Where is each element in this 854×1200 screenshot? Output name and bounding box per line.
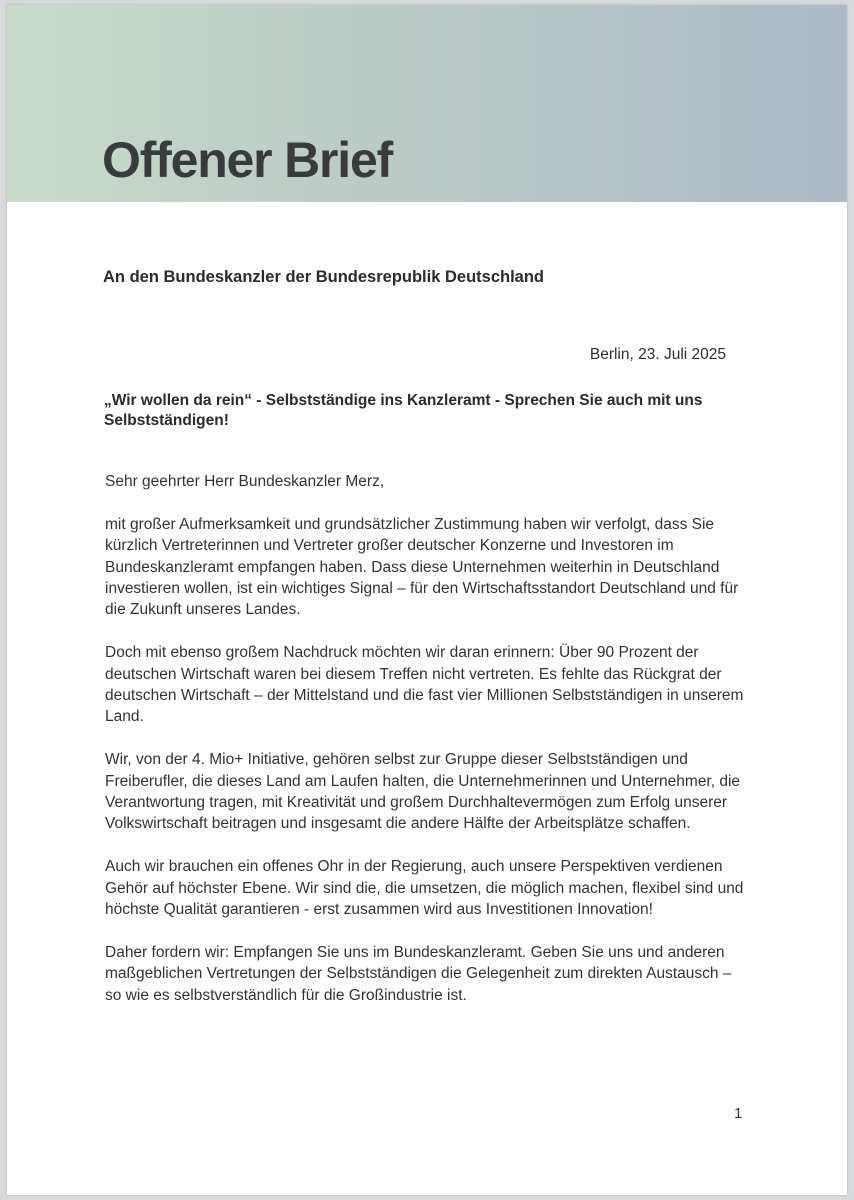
body-paragraph: mit großer Aufmerksamkeit und grundsätzlicher Zustimmung haben wir verfolgt, dass Sie kürzlich Vertreterinnen und Vertreter großer deutscher Konzerne und Investoren im Bundeskanzleramt empfangen haben. Dass diese Unternehmen weiterhin in Deutschland investieren wollen, ist ein wichtiges Signal – für den Wirtschaftsstandort Deutschland und für die Zukunft unseres Landes. (105, 515, 739, 619)
body-paragraph: Doch mit ebenso großem Nachdruck möchten wir daran erinnern: Über 90 Prozent der deutschen Wirtschaft waren bei diesem Treffen nicht vertreten. Es fehlte das Rückgrat der deutschen Wirtschaft – der Mittelstand und die fast vier Millionen Selbstständigen in unserem Land. (105, 644, 744, 726)
letter-body (105, 471, 745, 1027)
document-page (7, 5, 847, 1195)
letter-subject: „Wir wollen da rein“ - Selbstständige ins Kanzleramt - Sprechen Sie auch mit uns Selbstständigen! (104, 392, 703, 429)
page-title: Offener Brief (102, 132, 393, 188)
body-paragraph: Daher fordern wir: Empfangen Sie uns im Bundeskanzleramt. Geben Sie uns und anderen maßgeblichen Vertretungen der Selbstständigen die Gelegenheit zum direkten Austausch – so wie es selbstverständlich für die Großindustrie ist. (105, 943, 732, 1004)
header-band (7, 5, 847, 202)
body-paragraph: Wir, von der 4. Mio+ Initiative, gehören selbst zur Gruppe dieser Selbstständigen und Freiberufler, die dieses Land am Laufen halten, die Unternehmerinnen und Unternehmer, die Verantwortung tragen, mit Kreativität und großem Durchhaltevermögen zum Erfolg unserer Volkswirtschaft beitragen und insgesamt die andere Hälfte der Arbeitsplätze schaffen. (105, 751, 741, 833)
salutation: Sehr geehrter Herr Bundeskanzler Merz, (105, 473, 385, 490)
page-number: 1 (734, 1105, 743, 1122)
recipient-line: An den Bundeskanzler der Bundesrepublik Deutschland (103, 268, 544, 286)
body-paragraph: Auch wir brauchen ein offenes Ohr in der Regierung, auch unsere Perspektiven verdienen Gehör auf höchster Ebene. Wir sind die, die umsetzen, die möglich machen, flexibel sind und höchste Qualität garantieren - erst zusammen wird aus Investitionen Innovation! (105, 858, 744, 919)
letter-date: Berlin, 23. Juli 2025 (589, 346, 726, 363)
